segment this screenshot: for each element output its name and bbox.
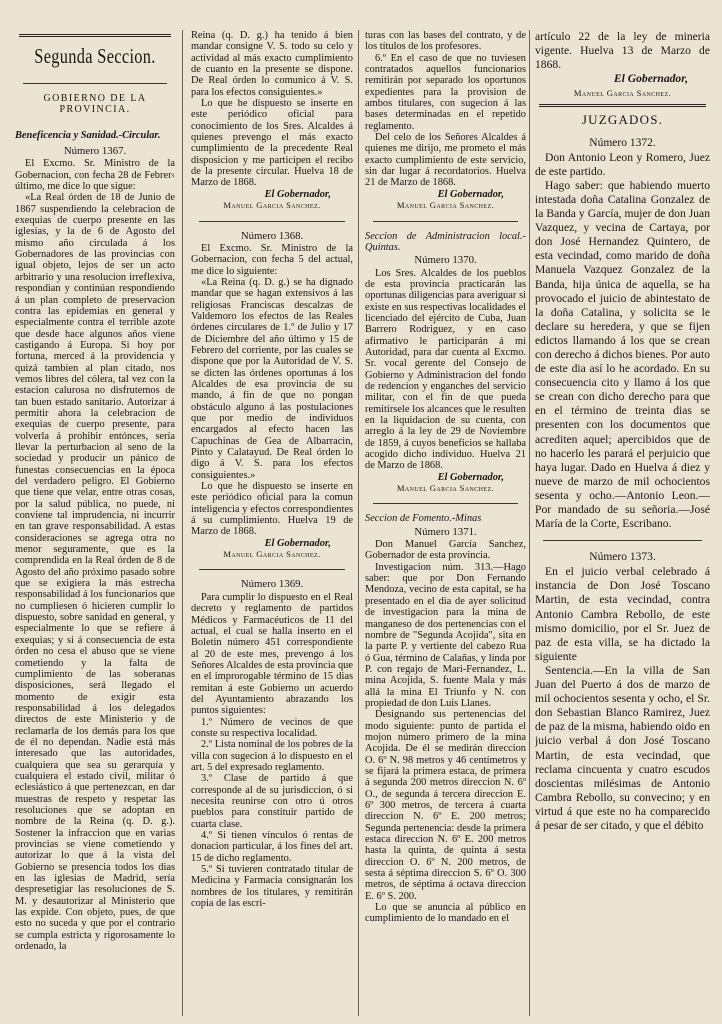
paragraph: Sentencia.—En la villa de San Juan del Puerto á dos de marzo de mil ochocientos sesenta y ocho, el Sr. don Sebastian Blanco Ramirez, Juez de paz de la misma, habiendo oido en juicio verbal á don José Toscano Martin, de esta vecindad, que reclama cincuenta y cuatro escudos doscientas milésimas de Antonio Cambra Rebollo, su convecino; y en virtud á que este no ha comparecido á pesar de ser citado, y que el débito [535, 663, 710, 832]
column-2 [191, 30, 353, 1014]
signature-title: El Gobernador, [437, 471, 504, 483]
rule [199, 569, 345, 570]
paragraph: «La Real órden de 18 de Junio de 1867 suspendiendo la celebracion de exequias de cuerpo presente en las iglesias, y la de 6 de Agosto del mismo año circulada á los Gobernadores de las provincias con igual objeto, lejos de ser un acto arbitrario y una resolucion irreflexiva, respondian y continúan respondiendo á un plan completo de preservacion contra las epidemias en general y especialmente contra el terrible azote que desde hace algunos años viene castigando á Europa. Si hoy por fortuna, merced á la providencia y quizá tambien al plan citado, nos vemos libres del cólera, tal vez con la estacion calurosa no disfrutemos de tan buen estado sanitario. Autorizar á permitir ahora la celebracion de exequias de cuerpo presente, para volverla á prohibir entónces, sería llevar la perturbacion al seno de la sociedad y producir un pánico de funestas consecuencias en la época del verdadero peligro. El Gobierno que tiene que velar, entre otras cosas, por la salud pública, no puede, ni conviene tal imprudencia, ni incurrir en tan grave responsabilidad. A estas consideraciones se agrega otra no menor seguramente, que es la comprendida en la Real órden de 8 de Agosto del año próximo pasado sobre que se exigiera la más estrecha responsabilidad á los funcionarios que no cumpliesen ó hicieren cumplir lo dispuesto, sobre sanidad en general, y especialmente lo que se refiere á exequias; y si á consecuencia de esta órden no cesa el abuso que se viene cometiendo y la falta de cumplimiento de las soberanas disposiciones, será llegado el momento de exigir esta responsabilidad á los delegados directos de este Ministerio y de reclamarla de los demás para los que de él no dependan. Nadie está más interesado que las autoridades, cualquiera que sea su gerarquía y cualquiera el estado civil, militar ó eclesiástico á que pertenezcan, en dar muestras de respeto y respetar las resoluciones que se adoptan en nombre de la Reina (q. D. g.). Sostener la infraccion que en varias provincias se viene cometiendo y autorizar lo que á la vista del Gobierno se presencia todos los dias en las iglesias de Madrid, sería despresetigiar las resoluciones de S. M. y desautorizar al Ministerio que las expide. Con objeto, pues, de que esto no suceda y que por el contrario se cumpla estricta y rigorosamente lo ordenado, la [15, 192, 175, 953]
section-title: Segunda Seccion. [34, 44, 156, 68]
paragraph: Don Manuel García Sanchez, Gobernador de esta provincia. [365, 539, 526, 562]
signature-title: El Gobernador, [264, 537, 331, 549]
column-4 [535, 30, 710, 1014]
column-3 [365, 30, 526, 1014]
subhead-minas: Seccion de Fomento.-Minas [365, 513, 482, 525]
notice-number: Número 1370. [414, 254, 477, 267]
notice-number: Número 1369. [240, 578, 304, 591]
signature-name: Manuel Garcia Sanchez. [396, 483, 495, 494]
rule [539, 104, 706, 107]
rule [373, 221, 518, 222]
rule [543, 540, 702, 541]
paragraph: 1.º Número de vecinos de que conste su respectiva localidad. [191, 716, 353, 739]
signature-name: Manuel Garcia Sanchez. [223, 200, 321, 211]
gobierno-heading: GOBIERNO DE LA PROVINCIA. [43, 93, 147, 116]
column-divider [182, 30, 183, 1016]
signature-name: Manuel Garcia Sanchez. [223, 549, 321, 560]
juzgados-heading: JUZGADOS. [581, 112, 664, 128]
paragraph: Del celo de los Señores Alcaldes á quienes me dirijo, me prometo el más exacto cumplimiento de este servicio, sin dar lugar á recordatorios. Huelva 21 de Marzo de 1868. [365, 132, 526, 189]
notice-number: Número 1371. [414, 525, 477, 538]
paragraph: Don Antonio Leon y Romero, Juez de este partido. [535, 150, 710, 178]
column-divider [358, 30, 359, 1016]
paragraph: 4.º Si tienen vínculos ó rentas de donacion particular, á los fines del art. 15 de dicho reglamento. [191, 830, 353, 864]
column-divider [529, 30, 530, 1016]
rule [373, 503, 518, 504]
paragraph: Para cumplir lo dispuesto en el Real decreto y reglamento de partidos Médicos y Farmacéuticos de 11 del actual, el cual se halla inserto en el Boletin número 451 correspondiente al 20 de este mes, prevengo á los Señores Alcaldes de esta provincia que en el improrogable término de 15 dias remitan á este Gobierno un acuerdo del Ayuntamiento abrazando los puntos siguientes: [191, 591, 353, 717]
paragraph: El Excmo. Sr. Ministro de la Gobernacion, con fecha 5 del actual, me dice lo siguiente: [191, 242, 353, 277]
paragraph: Lo que he dispuesto se inserte en este periódico oficial para la comun inteligencia y efectos correspondientes á su cumplimiento. Huelva 19 de Marzo de 1868. [191, 481, 353, 538]
paragraph: En el juicio verbal celebrado á instancia de Don José Toscano Martin, de esta vecindad, contra Antonio Cambra Rebollo, de este mismo domicilio, por el Sr. Juez de paz de esta villa, se ha dictado la siguiente [535, 565, 710, 663]
subhead-beneficencia: Beneficencia y Sanidad.-Circular. [15, 129, 161, 141]
signature-title: El Gobernador, [437, 188, 504, 200]
subhead-quintas: Seccion de Administracion local.-Quintas. [365, 230, 526, 253]
signature-title: El Gobernador, [613, 72, 688, 86]
notice-number: Número 1368. [240, 229, 304, 242]
signature-name: Manuel Garcia Sanchez. [396, 200, 495, 211]
paragraph: Investigacion núm. 313.—Hago saber: que por Don Fernando Mendoza, vecino de esta capital, se ha presentado en el dia de ayer solicitud de investigacion para la mina de manganeso de dos pertenencias con el nombre de "Segunda Acojida", sita en la parte P. y vertiente del cabezo Rua ó Gua, término de Calañas, y linda por P. con regajo de Mari-Fernandez, L. mina Acojida, S. fuente Mala y más allá la mina El Triunfo y N. con propiedad de don Luis Llanes. [365, 561, 526, 709]
top-rule [19, 34, 171, 37]
rule [199, 221, 345, 222]
paragraph: 6.º En el caso de que no tuviesen contratados aquellos funcionarios remitirán por separado los oportunos expedientes para la provision de ambos titulares, con sugecion á las bases determinadas en el repetido reglamento. [365, 52, 526, 132]
paragraph: 2.º Lista nominal de los pobres de la villa con sugecion á lo dispuesto en el art. 5 del expresado reglamento. [191, 739, 353, 773]
column-1 [15, 30, 175, 1014]
paragraph: 3.º Clase de partido á que corresponde al de su jurisdiccion, ó si necesita reunirse con otro ú otros pueblos para constituir partido de cuarta clase. [191, 773, 353, 830]
paragraph: 5.º Si tuvieren contratado titular de Medicina y Farmacia consignarán los nombres de los titulares, y remitirán copia de las escri- [191, 864, 353, 910]
paragraph: turas con las bases del contrato, y de los títulos de los profesores. [365, 30, 526, 53]
signature-title: El Gobernador, [264, 188, 331, 200]
rule [23, 83, 167, 84]
notice-number: Número 1373. [589, 551, 656, 564]
paragraph: Hago saber: que habiendo muerto intestada doña Catalina Gonzalez de la Banda y García, mujer de don Juan Vazquez, y vecina de Cartaya, por don José Hernandez Quintero, de esta vecindad, como marido de doña Manuela Vazquez Gonzalez de la Banda, hija única de aquella, se ha provocado el juicio de abintestato de la doña Catalina, y solicita se le declare su heredera, y que se fijen edictos llamando á los que se crean con derecho á dichos bienes. Por auto de este dia así lo he acordado. En su consecuencia cito y llamo á los que se crean con dicho derecho para que en el término de treinta dias se presenten con los documentos que acrediten aquel; apercibidos que de no hacerlo les parará el perjuicio que haya lugar. Dado en Huelva á diez y nueve de marzo de mil ochocientos sesenta y ocho.—Antonio Leon.—Por mandado de su señoria.—José María de la Corte, Escribano. [535, 178, 710, 531]
paragraph: Los Sres. Alcaldes de los pueblos de esta provincia practicarán las oportunas diligencias para averiguar si existe en sus respectivas localidades el licenciado del ejército de Cuba, Juan Barrero Rodriguez, y en caso afirmativo le participarán á mi Autoridad, para dar cuenta al Excmo. Sr. vocal gerente del Consejo de Gobierno y Administracion del fondo de redencion y enganches del servicio militar, con el fin de que pueda remitírsele los alcances que le resulten en la liquidacion de su cuenta, con arreglo á la ley de 29 de Noviembre de 1859, á cuyos beneficios se hallaba acogido dicho individuo. Huelva 21 de Marzo de 1868. [365, 267, 526, 472]
paragraph: Reina (q. D. g.) ha tenido á bien mandar consigne V. S. todo su celo y actividad al más exacto cumplimiento de cuanto en la presente se dispone. De Real órden lo comunico á V. S. para los efectos consiguientes.» [191, 30, 353, 98]
paragraph: Designando sus pertenencias del modo siguiente: punto de partida el mojon número primero de la mina Acojida. De él se medirán direccion O. 6º N. 98 metros y 46 centímetros y se fijará la primera estaca, de primera á segunda 200 metros direccion N. 6º O., de segunda á tercera direccion E. 6º 300 metros, de tercera á cuarta direccion N. 6º E. 200 metros; Segunda pertenencia: desde la primera estaca direccion N. 6º E. 200 metros hasta la quinta, de quinta á sesta direccion O. 6º N. 200 metros, de sesta á séptima direccion S. 6º O. 300 metros, de séptima á octava direccion E. 6º S. 200. [365, 709, 526, 902]
signature-name: Manuel Garcia Sanchez. [573, 88, 672, 99]
paragraph: «La Reina (q. D. g.) se ha dignado mandar que se hagan extensivos á las religiosas Franciscas descalzas de Valdemoro los efectos de las Reales órdenes circulares de 1.º de Julio y 17 de Diciembre del año último y 15 de Febrero del corriente, por las cuales se dispone que por la Autoridad de V. S. se dicten las órdenes oportunas á los Alcaldes de esa provincia de su mando, á fin de que no pongan obstáculo alguno á las postulaciones que por medio de individuos encargados al efecto hacen las Capuchinas de Gea de Albarracin, Pinto y Calatayud. De Real órden lo digo á V. S. para los efectos consiguientes.» [191, 276, 353, 481]
notice-number: Número 1372. [589, 136, 656, 149]
paragraph: Lo que se anuncia al público en cumplimiento de lo mandado en el [365, 902, 526, 925]
paragraph: Lo que he dispuesto se inserte en este periódico oficial para conocimiento de los Sres. Alcaldes á quienes prevengo el más exacto cumplimiento de la precedente Real disposicion y me participen el recibo de la presente circular. Huelva 18 de Marzo de 1868. [191, 98, 353, 189]
paragraph: artículo 22 de la ley de mineria vigente. Huelva 13 de Marzo de 1868. [535, 30, 710, 72]
notice-number: Número 1367. [63, 145, 127, 158]
paragraph: El Excmo. Sr. Ministro de la Gobernacion, con fecha 28 de Febrer‹ último, me dice lo que sigue: [15, 158, 175, 193]
